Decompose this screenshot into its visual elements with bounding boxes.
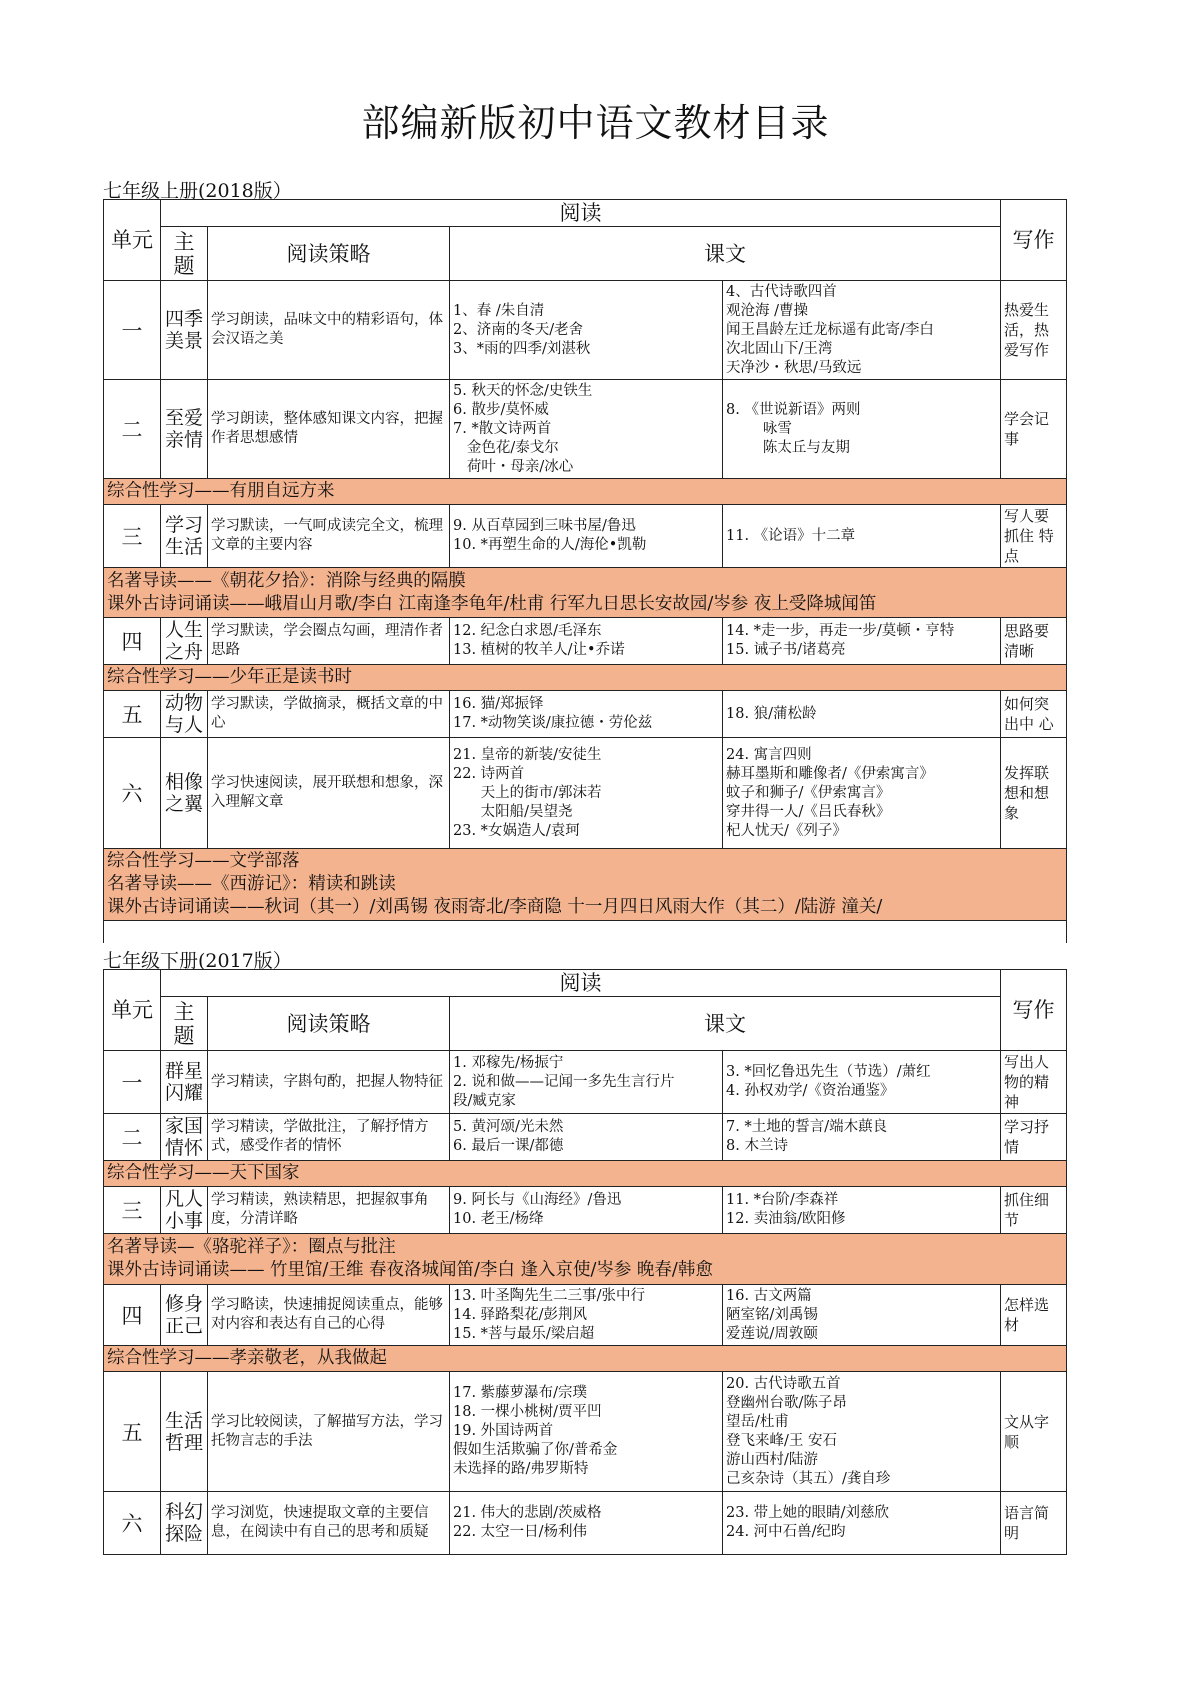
text-item: 21. 伟大的悲剧/茨威格 <box>453 1505 602 1521</box>
comprehensive-learning-band: 综合性学习——少年正是读书时 <box>104 665 1067 691</box>
text-item: 23. 带上她的眼睛/刘慈欣 <box>726 1505 890 1521</box>
unit-theme <box>161 738 208 849</box>
writing-topic: 怎样选材 <box>1001 1285 1067 1346</box>
text-item: 8. 《世说新语》两则 <box>726 401 861 418</box>
unit-row <box>104 505 1067 568</box>
theme-line: 哲理 <box>164 1431 203 1454</box>
volume-table-2 <box>103 969 1067 1555</box>
theme-line: 闪耀 <box>164 1082 203 1104</box>
unit-number: 一 <box>104 1051 161 1114</box>
text-item: 24. 寓言四则 <box>726 746 812 763</box>
text-item: 17. *动物笑谈/康拉德・劳伦兹 <box>453 715 653 731</box>
reading-guide-band <box>104 1234 1067 1285</box>
comprehensive-learning-band: 综合性学习——有朋自远方来 <box>104 479 1067 505</box>
unit-number: 二 <box>104 380 161 479</box>
text-item: 3. *回忆鲁迅先生（节选）/萧红 <box>726 1064 931 1080</box>
text-item: 杞人忧天/《列子》 <box>726 822 847 839</box>
unit-number: 六 <box>104 1492 161 1555</box>
reading-strategy: 学习朗读，整体感知课文内容，把握作者思想感情 <box>208 380 450 479</box>
text-item: 己亥杂诗（其五）/龚自珍 <box>726 1470 891 1487</box>
theme-line: 动物 <box>164 692 203 714</box>
unit-number: 二 <box>104 1114 161 1161</box>
table-spacer <box>104 921 1067 943</box>
texts-list-a <box>450 738 723 849</box>
text-item: 13. 叶圣陶先生二三事/张中行 <box>453 1287 646 1304</box>
text-item: 观沧海 /曹操 <box>726 302 808 319</box>
text-item: 4、古代诗歌四首 <box>726 283 837 300</box>
page-title: 部编新版初中语文教材目录 <box>361 101 830 145</box>
texts-list-b <box>723 1492 1001 1555</box>
header-strategy: 阅读策略 <box>208 997 450 1051</box>
reading-strategy: 学习默读，一气呵成读完全文，梳理文章的主要内容 <box>208 505 450 568</box>
unit-theme <box>161 281 208 380</box>
unit-number: 三 <box>104 1187 161 1234</box>
texts-list-b <box>723 1285 1001 1346</box>
theme-line: 家国 <box>164 1115 203 1137</box>
reading-strategy: 学习默读，学会圈点勾画，理清作者思路 <box>208 618 450 665</box>
texts-list-a <box>450 281 723 380</box>
text-item: 爱莲说/周敦颐 <box>726 1325 818 1342</box>
text-item: 金色花/泰戈尔 <box>453 439 559 456</box>
unit-number: 六 <box>104 738 161 849</box>
reading-strategy: 学习比较阅读，了解描写方法，学习托物言志的手法 <box>208 1372 450 1492</box>
comprehensive-learning-band: 综合性学习——孝亲敬老，从我做起 <box>104 1346 1067 1372</box>
unit-theme <box>161 618 208 665</box>
theme-line: 美景 <box>164 330 203 352</box>
text-item: 21. 皇帝的新装/安徒生 <box>453 746 602 763</box>
texts-list-a <box>450 1372 723 1492</box>
text-item: 穿井得一人/《吕氏春秋》 <box>726 803 891 820</box>
text-item: 15. 诫子书/诸葛亮 <box>726 642 846 658</box>
header-reading: 阅读 <box>161 970 1001 997</box>
band-line: 名著导读—《骆驼祥子》：圈点与批注 <box>107 1237 396 1257</box>
theme-line: 情怀 <box>164 1137 203 1159</box>
texts-list-b <box>723 1051 1001 1114</box>
unit-number: 四 <box>104 618 161 665</box>
text-item: 6. 最后一课/都德 <box>453 1138 564 1154</box>
texts-list-b <box>723 505 1001 568</box>
theme-line: 与人 <box>164 714 203 736</box>
texts-list-a <box>450 1285 723 1346</box>
header-texts: 课文 <box>450 227 1001 281</box>
text-item: 24. 河中石兽/纪昀 <box>726 1524 846 1540</box>
theme-line: 至爱 <box>164 407 203 429</box>
unit-theme <box>161 1114 208 1161</box>
band-line: 名著导读——《朝花夕拾》：消除与经典的隔膜 <box>107 570 466 591</box>
unit-number: 五 <box>104 691 161 738</box>
text-item: 16. 古文两篇 <box>726 1287 812 1304</box>
band-line: 课外古诗词诵读——秋词（其一）/刘禹锡 夜雨寄北/李商隐 十一月四日风雨大作（其二）/陆游 潼关/ <box>107 897 883 917</box>
text-item: 5. 秋天的怀念/史铁生 <box>453 382 593 399</box>
reading-guide-band <box>104 849 1067 921</box>
unit-theme <box>161 1285 208 1346</box>
text-item: 22. 诗两首 <box>453 765 525 782</box>
text-item: 7. *散文诗两首 <box>453 420 552 437</box>
texts-list-a <box>450 1114 723 1161</box>
reading-strategy: 学习略读，快速捕捉阅读重点，能够对内容和表达有自己的心得 <box>208 1285 450 1346</box>
text-item: 陈太丘与友期 <box>726 439 850 456</box>
text-item: 荷叶・母亲/冰心 <box>453 458 574 475</box>
texts-list-a <box>450 1051 723 1114</box>
unit-theme <box>161 691 208 738</box>
text-item: 22. 太空一日/杨利伟 <box>453 1524 588 1540</box>
text-item: 10. *再塑生命的人/海伦•凯勒 <box>453 537 647 553</box>
writing-topic: 思路要清晰 <box>1001 618 1067 665</box>
text-item: 游山西村/陆游 <box>726 1451 818 1468</box>
unit-number: 三 <box>104 505 161 568</box>
text-item: 14. *走一步，再走一步/莫顿・亨特 <box>726 623 955 639</box>
text-item: 7. *土地的誓言/端木蕻良 <box>726 1119 888 1135</box>
writing-topic: 抓住细节 <box>1001 1187 1067 1234</box>
unit-theme <box>161 1492 208 1555</box>
theme-line: 正己 <box>164 1315 203 1337</box>
theme-line: 群星 <box>164 1060 203 1082</box>
texts-list-b <box>723 1187 1001 1234</box>
header-theme: 主 题 <box>161 227 208 281</box>
header-unit: 单元 <box>104 200 161 281</box>
text-item: 15. *菩与最乐/梁启超 <box>453 1325 595 1342</box>
texts-list-a <box>450 618 723 665</box>
band-line: 课外古诗词诵读——峨眉山月歌/李白 江南逢李龟年/杜甫 行军九日思长安故园/岑参 夜上受降城闻笛 <box>107 593 877 614</box>
theme-line: 科幻 <box>164 1501 203 1523</box>
unit-number: 一 <box>104 281 161 380</box>
text-item: 太阳船/吴望尧 <box>453 803 573 820</box>
reading-strategy: 学习朗读，品味文中的精彩语句，体会汉语之美 <box>208 281 450 380</box>
reading-strategy: 学习默读，学做摘录，概括文章的中心 <box>208 691 450 738</box>
reading-strategy: 学习快速阅读，展开联想和想象，深入理解文章 <box>208 738 450 849</box>
unit-theme <box>161 1051 208 1114</box>
theme-line: 生活 <box>164 1409 203 1432</box>
text-item: 19. 外国诗两首 <box>453 1423 554 1439</box>
text-item: 1、春 /朱自清 <box>453 302 545 319</box>
band-line: 综合性学习——文学部落 <box>107 851 300 871</box>
texts-list-a <box>450 1187 723 1234</box>
reading-strategy: 学习精读，字斟句酌，把握人物特征 <box>208 1051 450 1114</box>
theme-line: 之舟 <box>164 641 203 663</box>
texts-list-b <box>723 1114 1001 1161</box>
band-line: 课外古诗词诵读—— 竹里馆/王维 春夜洛城闻笛/李白 逢入京使/岑参 晚春/韩愈 <box>107 1260 713 1280</box>
text-item: 陋室铭/刘禹锡 <box>726 1306 818 1323</box>
text-item: 1. 邓稼先/杨振宁 <box>453 1054 564 1071</box>
texts-list-b <box>723 738 1001 849</box>
unit-number: 五 <box>104 1372 161 1492</box>
header-reading: 阅读 <box>161 200 1001 227</box>
text-item: 天上的街市/郭沫若 <box>453 784 602 801</box>
theme-line: 亲情 <box>164 429 203 451</box>
text-item: 12. 卖油翁/欧阳修 <box>726 1211 846 1227</box>
unit-number: 四 <box>104 1285 161 1346</box>
reading-strategy: 学习精读，熟读精思，把握叙事角度，分清详略 <box>208 1187 450 1234</box>
theme-line: 凡人 <box>164 1188 203 1210</box>
unit-theme <box>161 380 208 479</box>
texts-list-a <box>450 691 723 738</box>
text-item: 17. 紫藤萝瀑布/宗璞 <box>453 1385 588 1401</box>
unit-row <box>104 738 1067 849</box>
volume-table-1 <box>103 199 1067 943</box>
texts-list-b <box>723 1372 1001 1492</box>
theme-line: 学习 <box>164 514 203 536</box>
text-item: 23. *女娲造人/袁珂 <box>453 822 580 839</box>
text-item: 6. 散步/莫怀威 <box>453 401 549 418</box>
text-item: 天净沙・秋思/马致远 <box>726 359 862 376</box>
writing-topic: 学习抒情 <box>1001 1114 1067 1161</box>
volume-label-2: 七年级下册(2017版） <box>103 950 292 972</box>
texts-list-a <box>450 1492 723 1555</box>
writing-topic: 写人要抓住 特点 <box>1001 505 1067 568</box>
header-unit: 单元 <box>104 970 161 1051</box>
theme-line: 人生 <box>164 619 203 641</box>
unit-row <box>104 380 1067 479</box>
unit-row <box>104 281 1067 380</box>
unit-row <box>104 1372 1067 1492</box>
texts-list-b <box>723 618 1001 665</box>
text-item: 3、*雨的四季/刘湛秋 <box>453 340 591 357</box>
unit-row <box>104 1285 1067 1346</box>
text-item: 2. 说和做——记闻一多先生言行片 <box>453 1073 675 1090</box>
texts-list-b <box>723 691 1001 738</box>
unit-theme <box>161 1187 208 1234</box>
text-item: 登幽州台歌/陈子昂 <box>726 1394 847 1411</box>
text-item: 次北固山下/王湾 <box>726 340 833 357</box>
theme-line: 相像 <box>164 771 203 793</box>
header-theme: 主 题 <box>161 997 208 1051</box>
writing-topic: 写出人物的精神 <box>1001 1051 1067 1114</box>
unit-row <box>104 618 1067 665</box>
theme-line: 生活 <box>164 536 203 558</box>
theme-line: 修身 <box>164 1293 203 1315</box>
unit-theme <box>161 505 208 568</box>
text-item: 16. 猫/郑振铎 <box>453 696 544 712</box>
text-item: 18. 一棵小桃树/贾平凹 <box>453 1404 602 1420</box>
theme-line: 探险 <box>164 1523 203 1545</box>
text-item: 望岳/杜甫 <box>726 1413 789 1430</box>
text-item: 未选择的路/弗罗斯特 <box>453 1461 589 1477</box>
header-texts: 课文 <box>450 997 1001 1051</box>
header-writing: 写作 <box>1001 200 1067 281</box>
unit-row <box>104 1051 1067 1114</box>
reading-strategy: 学习浏览，快速提取文章的主要信息，在阅读中有自己的思考和质疑 <box>208 1492 450 1555</box>
reading-strategy: 学习精读，学做批注，了解抒情方式，感受作者的情怀 <box>208 1114 450 1161</box>
text-item: 假如生活欺骗了你/普希金 <box>453 1442 618 1458</box>
text-item: 20. 古代诗歌五首 <box>726 1375 841 1392</box>
unit-row <box>104 1187 1067 1234</box>
text-item: 8. 木兰诗 <box>726 1138 788 1154</box>
writing-topic: 文从字顺 <box>1001 1372 1067 1492</box>
text-item: 13. 植树的牧羊人/让•乔诺 <box>453 642 625 658</box>
writing-topic: 如何突出中 心 <box>1001 691 1067 738</box>
text-item: 18. 狼/蒲松龄 <box>726 705 817 722</box>
theme-line: 四季 <box>164 308 203 330</box>
theme-line: 小事 <box>164 1210 203 1232</box>
text-item: 闻王昌龄左迁龙标遥有此寄/李白 <box>726 321 934 338</box>
text-item: 11. 《论语》十二章 <box>726 527 856 544</box>
text-item: 9. 从百草园到三味书屋/鲁迅 <box>453 518 636 534</box>
texts-list-a <box>450 505 723 568</box>
writing-topic: 发挥联想和想象 <box>1001 738 1067 849</box>
reading-guide-band <box>104 568 1067 618</box>
unit-row <box>104 691 1067 738</box>
text-item: 11. *台阶/李森祥 <box>726 1192 839 1208</box>
texts-list-b <box>723 380 1001 479</box>
text-item: 12. 纪念白求恩/毛泽东 <box>453 623 602 639</box>
header-strategy: 阅读策略 <box>208 227 450 281</box>
band-line: 名著导读——《西游记》：精读和跳读 <box>107 874 396 894</box>
writing-topic: 语言简明 <box>1001 1492 1067 1555</box>
text-item: 登飞来峰/王 安石 <box>726 1432 837 1449</box>
theme-line: 之翼 <box>164 793 203 815</box>
text-item: 10. 老王/杨绛 <box>453 1211 544 1227</box>
unit-row <box>104 1492 1067 1555</box>
text-item: 14. 驿路梨花/彭荆风 <box>453 1306 588 1323</box>
unit-row <box>104 1114 1067 1161</box>
header-writing: 写作 <box>1001 970 1067 1051</box>
text-item: 咏雪 <box>726 420 792 437</box>
comprehensive-learning-band: 综合性学习——天下国家 <box>104 1161 1067 1187</box>
texts-list-a <box>450 380 723 479</box>
text-item: 9. 阿长与《山海经》/鲁迅 <box>453 1192 622 1208</box>
volume-label-1: 七年级上册(2018版） <box>103 180 292 202</box>
writing-topic: 热爱生活，热爱写作 <box>1001 281 1067 380</box>
text-item: 2、济南的冬天/老舍 <box>453 321 584 338</box>
text-item: 蚊子和狮子/《伊索寓言》 <box>726 784 891 801</box>
text-item: 4. 孙权劝学/《资治通鉴》 <box>726 1083 895 1099</box>
texts-list-b <box>723 281 1001 380</box>
text-item: 赫耳墨斯和雕像者/《伊索寓言》 <box>726 765 934 782</box>
writing-topic: 学会记事 <box>1001 380 1067 479</box>
unit-theme <box>161 1372 208 1492</box>
text-item: 段/臧克家 <box>453 1092 516 1109</box>
text-item: 5. 黄河颂/光未然 <box>453 1119 564 1135</box>
